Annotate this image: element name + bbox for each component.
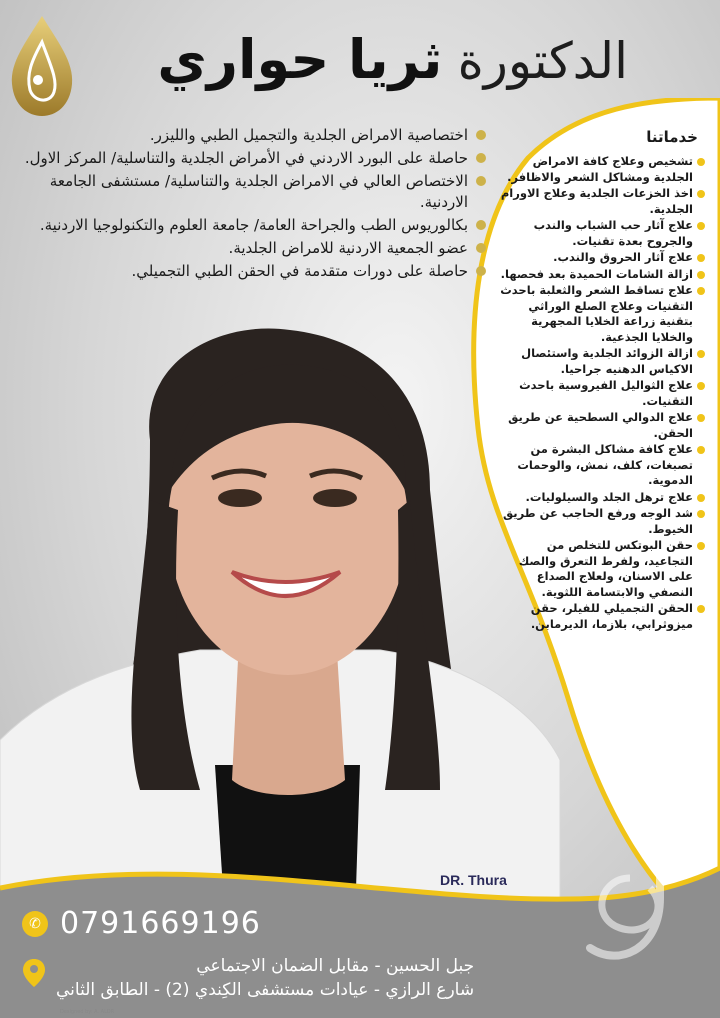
- service-item: ازالة الشامات الحميدة بعد فحصها.: [494, 267, 706, 283]
- service-item: علاج تساقط الشعر والثعلبة باحدث التقنيات وعلاج الصلع الوراثي بتقنية زراعة الخلايا المجهرية والخلايا الجذعية.: [494, 283, 706, 345]
- title-prefix: الدكتورة: [457, 32, 628, 90]
- service-item: الحقن التجميلي للفيلر، حقن ميزوثرابي، بلازما، الديرمابن.: [494, 601, 706, 632]
- qualification-item: حاصلة على البورد الاردني في الأمراض الجلدية والتناسلية/ المركز الاول.: [18, 148, 486, 169]
- doctor-portrait: [0, 320, 580, 920]
- phone-icon: ✆: [22, 911, 48, 937]
- service-item: شد الوجه ورفع الحاجب عن طريق الخيوط.: [494, 506, 706, 537]
- brand-watermark-icon: [570, 758, 700, 988]
- service-item: ازالة الزوائد الجلدية واستئصال الاكياس الدهنيه جراحيا.: [494, 346, 706, 377]
- qualifications-list: [18, 125, 486, 284]
- qualification-item: الاختصاص العالي في الامراض الجلدية والتناسلية/ مستشفى الجامعة الاردنية.: [18, 171, 486, 213]
- service-item: اخذ الخزعات الجلدية وعلاج الاورام الجلدية.: [494, 186, 706, 217]
- address-text: [56, 954, 474, 1002]
- phone-row[interactable]: [22, 906, 261, 941]
- logo-emblem: [8, 12, 76, 120]
- address-row: [22, 954, 474, 1002]
- service-item: علاج ترهل الجلد والسيلوليات.: [494, 490, 706, 506]
- service-item: علاج آثار الحروق والندب.: [494, 250, 706, 266]
- qualification-item: حاصلة على دورات متقدمة في الحقن الطبي التجميلي.: [18, 261, 486, 282]
- page-title: [80, 28, 628, 110]
- address-line2: شارع الرازي - عيادات مستشفى الكِندي (2) - الطابق الثاني: [56, 980, 475, 1000]
- service-item: علاج آثار حب الشباب والندب والجروح بعدة تقنيات.: [494, 218, 706, 249]
- service-item: علاج الثواليل الفيروسية باحدث التقنيات.: [494, 378, 706, 409]
- location-pin-icon: [22, 958, 46, 988]
- address-line1: جبل الحسين - مقابل الضمان الاجتماعي: [196, 956, 475, 976]
- service-item: علاج الدوالي السطحية عن طريق الحقن.: [494, 410, 706, 441]
- service-item: حقن البوتكس للتخلص من التجاعيد، ولفرط التعرق والصك على الاسنان، ولعلاج الصداع النصفي والابتسامة اللثوية.: [494, 538, 706, 600]
- service-item: علاج كافة مشاكل البشرة من تصبغات، كلف، نمش، والوحمات الدموية.: [494, 442, 706, 489]
- coat-text-line1: DR. Thura: [440, 872, 507, 888]
- services-title: خدماتنا: [646, 128, 698, 146]
- designer-credit: Designed by: A. ALOR: [60, 1009, 115, 1015]
- qualification-item: بكالوريوس الطب والجراحة العامة/ جامعة العلوم والتكنولوجيا الاردنية.: [18, 215, 486, 236]
- qualification-item: اختصاصية الامراض الجلدية والتجميل الطبي والليزر.: [18, 125, 486, 146]
- phone-number[interactable]: 0791669196: [60, 906, 261, 941]
- doctor-name: ثريا حواري: [157, 28, 443, 91]
- service-item: تشخيص وعلاج كافة الامراض الجلدية ومشاكل الشعر والاظافر.: [494, 154, 706, 185]
- qualification-item: عضو الجمعية الاردنية للامراض الجلدية.: [18, 238, 486, 259]
